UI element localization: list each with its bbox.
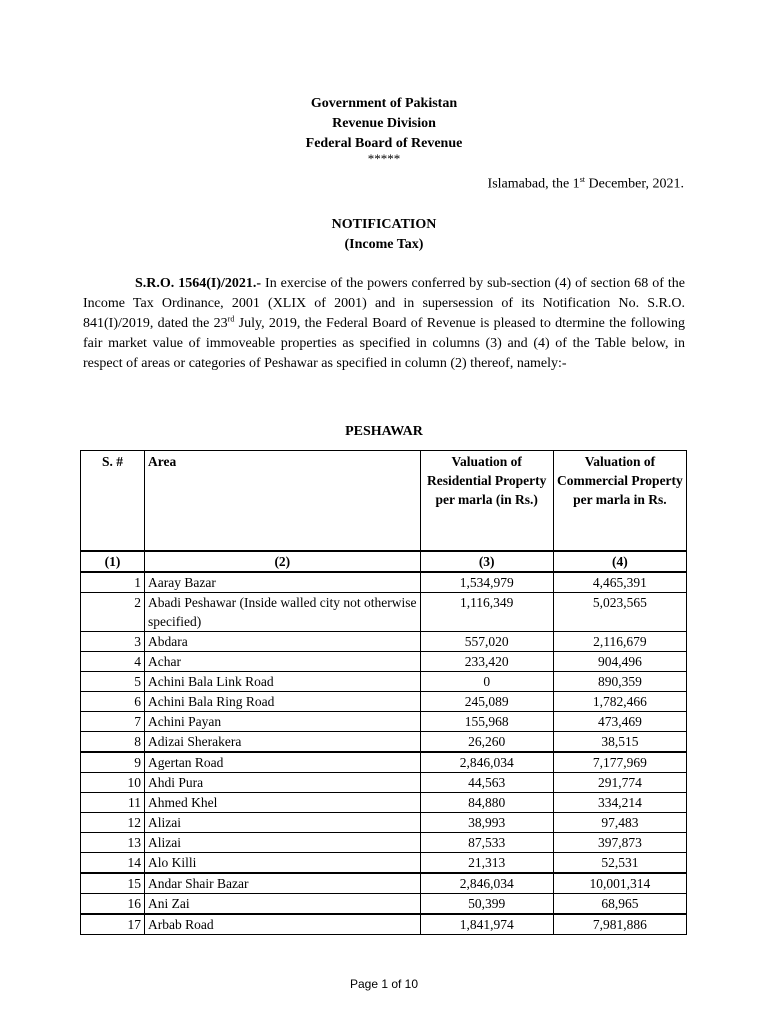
row-sno: 17 — [81, 914, 145, 935]
row-area: Adizai Sherakera — [145, 732, 421, 753]
notification-body — [83, 274, 685, 374]
row-sno: 15 — [81, 873, 145, 894]
row-area: Abdara — [145, 632, 421, 652]
row-area: Andar Shair Bazar — [145, 873, 421, 894]
government-title: Government of Pakistan — [310, 96, 458, 111]
table-row — [81, 894, 687, 915]
row-area: Aaray Bazar — [145, 572, 421, 593]
row-residential: 21,313 — [420, 853, 553, 874]
body-text-1: In exercise of the powers conferred by sub-section (4) of section 68 of the Income Tax Ordinance, 2001 (XLIX of 2001) and in supersession of its Notification No. S.R.O. 841(I)/2019, dated the 23 — [83, 276, 685, 331]
row-commercial: 7,177,969 — [553, 752, 686, 773]
sro-number: S.R.O. 1564(I)/2021.- — [135, 276, 262, 291]
header-area: Area — [145, 451, 421, 552]
row-commercial: 38,515 — [553, 732, 686, 753]
row-residential: 26,260 — [420, 732, 553, 753]
colnum-1: (1) — [81, 551, 145, 572]
letterhead — [0, 94, 768, 164]
page-number: Page 1 of 10 — [349, 977, 419, 991]
row-commercial: 904,496 — [553, 652, 686, 672]
row-residential: 245,089 — [420, 692, 553, 712]
header-residential: Valuation of Residential Property per marla (in Rs.) — [420, 451, 553, 552]
board-title: Federal Board of Revenue — [305, 136, 463, 151]
colnum-3: (3) — [420, 551, 553, 572]
row-residential: 44,563 — [420, 773, 553, 793]
row-residential: 233,420 — [420, 652, 553, 672]
table-row — [81, 793, 687, 813]
row-sno: 9 — [81, 752, 145, 773]
row-sno: 5 — [81, 672, 145, 692]
row-area: Alizai — [145, 833, 421, 853]
row-residential: 1,534,979 — [420, 572, 553, 593]
row-sno: 8 — [81, 732, 145, 753]
row-sno: 3 — [81, 632, 145, 652]
table-row — [81, 593, 687, 632]
dateline-suffix: December, 2021. — [585, 176, 684, 192]
table-row — [81, 692, 687, 712]
row-sno: 1 — [81, 572, 145, 593]
row-sno: 12 — [81, 813, 145, 833]
row-area: Arbab Road — [145, 914, 421, 935]
table-row — [81, 752, 687, 773]
row-commercial: 890,359 — [553, 672, 686, 692]
row-residential: 155,968 — [420, 712, 553, 732]
row-area: Alo Killi — [145, 853, 421, 874]
row-area: Abadi Peshawar (Inside walled city not otherwise specified) — [145, 593, 421, 632]
table-row — [81, 773, 687, 793]
colnum-2: (2) — [145, 551, 421, 572]
header-sno: S. # — [81, 451, 145, 552]
row-area: Ani Zai — [145, 894, 421, 915]
row-residential: 0 — [420, 672, 553, 692]
row-commercial: 473,469 — [553, 712, 686, 732]
row-residential: 87,533 — [420, 833, 553, 853]
row-commercial: 7,981,886 — [553, 914, 686, 935]
row-residential: 38,993 — [420, 813, 553, 833]
table-row — [81, 572, 687, 593]
row-residential: 1,841,974 — [420, 914, 553, 935]
valuation-table — [80, 450, 687, 935]
row-sno: 11 — [81, 793, 145, 813]
division-title: Revenue Division — [332, 116, 436, 131]
colnum-4: (4) — [553, 551, 686, 572]
row-sno: 4 — [81, 652, 145, 672]
row-commercial: 1,782,466 — [553, 692, 686, 712]
row-residential: 557,020 — [420, 632, 553, 652]
dateline-ordinal: st — [579, 175, 586, 184]
table-row — [81, 712, 687, 732]
notification-heading — [0, 215, 768, 255]
row-sno: 7 — [81, 712, 145, 732]
row-area: Agertan Road — [145, 752, 421, 773]
row-residential: 84,880 — [420, 793, 553, 813]
body-ordinal: rd — [227, 314, 235, 324]
row-sno: 2 — [81, 593, 145, 632]
row-area: Achar — [145, 652, 421, 672]
body-text-2: July, 2019, the Federal Board of Revenue is pleased to dtermine the following fair market value of immoveable properties as specified in columns (3) and (4) of the Table below, in respect of areas or categories of Peshawar as specified in column (2) thereof, namely:- — [83, 316, 685, 371]
row-commercial: 68,965 — [553, 894, 686, 915]
table-row — [81, 813, 687, 833]
row-sno: 6 — [81, 692, 145, 712]
row-residential: 1,116,349 — [420, 593, 553, 632]
table-row — [81, 732, 687, 753]
row-commercial: 397,873 — [553, 833, 686, 853]
dateline — [488, 175, 684, 193]
table-row — [81, 853, 687, 874]
row-residential: 2,846,034 — [420, 752, 553, 773]
table-title: PESHAWAR — [345, 424, 423, 439]
column-number-row — [81, 551, 687, 572]
row-commercial: 2,116,679 — [553, 632, 686, 652]
separator-stars: ***** — [367, 151, 401, 166]
row-sno: 14 — [81, 853, 145, 874]
table-row — [81, 672, 687, 692]
row-commercial: 291,774 — [553, 773, 686, 793]
row-commercial: 10,001,314 — [553, 873, 686, 894]
row-sno: 10 — [81, 773, 145, 793]
row-commercial: 4,465,391 — [553, 572, 686, 593]
row-area: Achini Bala Ring Road — [145, 692, 421, 712]
row-residential: 50,399 — [420, 894, 553, 915]
row-area: Ahmed Khel — [145, 793, 421, 813]
notification-title: NOTIFICATION — [331, 217, 437, 232]
row-area: Ahdi Pura — [145, 773, 421, 793]
table-row — [81, 833, 687, 853]
table-header-row — [81, 451, 687, 552]
row-area: Achini Bala Link Road — [145, 672, 421, 692]
row-commercial: 5,023,565 — [553, 593, 686, 632]
table-row — [81, 873, 687, 894]
row-sno: 16 — [81, 894, 145, 915]
row-commercial: 52,531 — [553, 853, 686, 874]
row-area: Alizai — [145, 813, 421, 833]
row-sno: 13 — [81, 833, 145, 853]
row-residential: 2,846,034 — [420, 873, 553, 894]
dateline-prefix: Islamabad, the 1 — [487, 176, 580, 192]
table-row — [81, 652, 687, 672]
notification-subtitle: (Income Tax) — [344, 237, 424, 252]
table-row — [81, 914, 687, 935]
header-commercial: Valuation of Commercial Property per marla in Rs. — [553, 451, 686, 552]
table-row — [81, 632, 687, 652]
row-commercial: 97,483 — [553, 813, 686, 833]
row-commercial: 334,214 — [553, 793, 686, 813]
row-area: Achini Payan — [145, 712, 421, 732]
